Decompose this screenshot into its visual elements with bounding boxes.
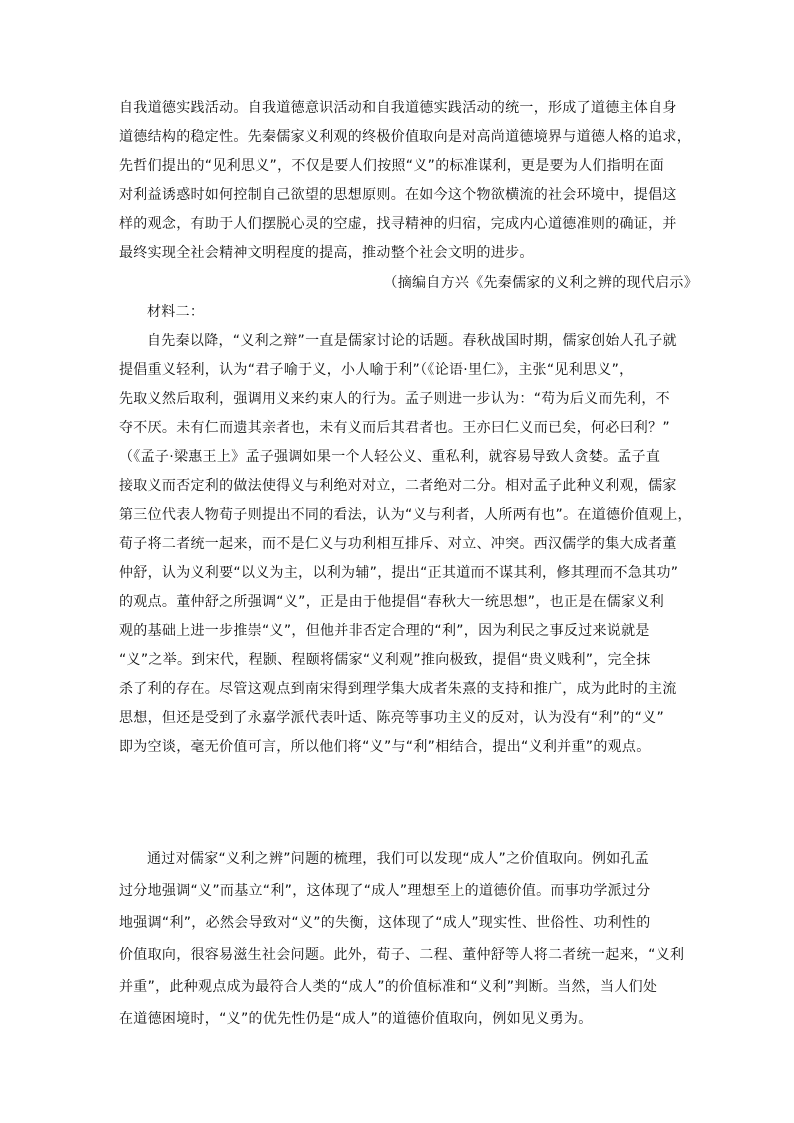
text-line: 最终实现全社会精神文明程度的提高，推动整个社会文明的进步。: [119, 245, 534, 261]
source-citation: （摘编自方兴《先秦儒家的义利之辨的现代启示》: [383, 275, 698, 291]
text-line: 即为空谈，毫无价值可言，所以他们将“义”与“利”相结合，提出“义利并重”的观点。: [119, 739, 651, 755]
text-line: 地强调“利”，必然会导致对“义”的失衡，这体现了“成人”现实性、世俗性、功利性的: [119, 915, 651, 931]
text-line: 样的观念，有助于人们摆脱心灵的空虚，找寻精神的归宿，完成内心道德准则的确证，并: [119, 216, 677, 232]
text-line: 接取义而否定利的做法使得义与利绝对对立，二者绝对二分。相对孟子此种义利观，儒家: [119, 478, 677, 494]
text-line: 对利益诱惑时如何控制自己欲望的思想原则。在如今这个物欲横流的社会环境中，提倡这: [119, 187, 677, 203]
text-line: 杀了利的存在。尽管这观点到南宋得到理学集大成者朱熹的支持和推广，成为此时的主流: [119, 681, 677, 697]
text-line: 仲舒，认为义利要“以义为主，以利为辅”，提出“正其道而不谋其利，修其理而不急其功”: [119, 565, 679, 581]
text-line: 的观点。董仲舒之所强调“义”，正是由于他提倡“春秋大一统思想”，也正是在儒家义利: [119, 594, 665, 610]
text-line: 荀子将二者统一起来，而不是仁义与功利相互排斥、对立、冲突。西汉儒学的集大成者董: [119, 536, 677, 552]
text-line: 道德结构的稳定性。先秦儒家义利观的终极价值取向是对高尚道德境界与道德人格的追求，: [119, 129, 691, 145]
text-line: 先取义然后取利，强调用义来约束人的行为。孟子则进一步认为：“苟为后义而先利，不: [119, 391, 670, 407]
text-line: 并重”，此种观点成为最符合人类的“成人”的价值标准和“义利”判断。当然，当人们处: [119, 979, 658, 995]
text-line: 提倡重义轻利，认为“君子喻于义，小人喻于利”（《论语·里仁》，主张“见利思义”，: [119, 362, 634, 378]
text-line: 夺不厌。未有仁而遗其亲者也，未有义而后其君者也。王亦曰仁义而已矣，何必曰利？”: [119, 420, 670, 436]
text-line: 过分地强调“义”而基立“利”，这体现了“成人”理想至上的道德价值。而事功学派过分: [119, 883, 651, 899]
text-line: 思想，但还是受到了永嘉学派代表叶适、陈亮等事功主义的反对，认为没有“利”的“义”: [119, 710, 665, 726]
text-line: 第三位代表人物荀子则提出不同的看法，认为“义与利者，人所两有也”。在道德价值观上，: [119, 507, 692, 523]
text-line: （《孟子·梁惠王上》孟子强调如果一个人轻公义、重私利，就容易导致人贪婪。孟子直: [119, 449, 661, 465]
text-line: “义”之举。到宋代，程颢、程颐将儒家“义利观”推向极致，提倡“贵义贱利”，完全抹: [119, 652, 651, 668]
text-line: 自我道德实践活动。自我道德意识活动和自我道德实践活动的统一，形成了道德主体自身: [119, 100, 677, 116]
text-line: 先哲们提出的“见利思义”，不仅是要人们按照“义”的标准谋利，更是要为人们指明在面: [119, 158, 665, 174]
material-two-label: 材料二：: [147, 304, 205, 320]
text-line: 观的基础上进一步推崇“义”，但他并非否定合理的“利”，因为利民之事反过来说就是: [119, 623, 650, 639]
text-line: 通过对儒家“义利之辨”问题的梳理，我们可以发现“成人”之价值取向。例如孔孟: [147, 851, 650, 867]
text-line: 在道德困境时，“义”的优先性仍是“成人”的道德价值取向，例如见义勇为。: [119, 1011, 593, 1027]
material-one-paragraph: [119, 94, 704, 268]
text-line: 自先秦以降，“义利之辩”一直是儒家讨论的话题。春秋战国时期，儒家创始人孔子就: [147, 333, 677, 349]
material-two-paragraph: [119, 327, 704, 762]
conclusion-paragraph: [119, 843, 704, 1035]
text-line: 价值取向，很容易滋生社会问题。此外，荀子、二程、董仲舒等人将二者统一起来，“义利: [119, 947, 685, 963]
